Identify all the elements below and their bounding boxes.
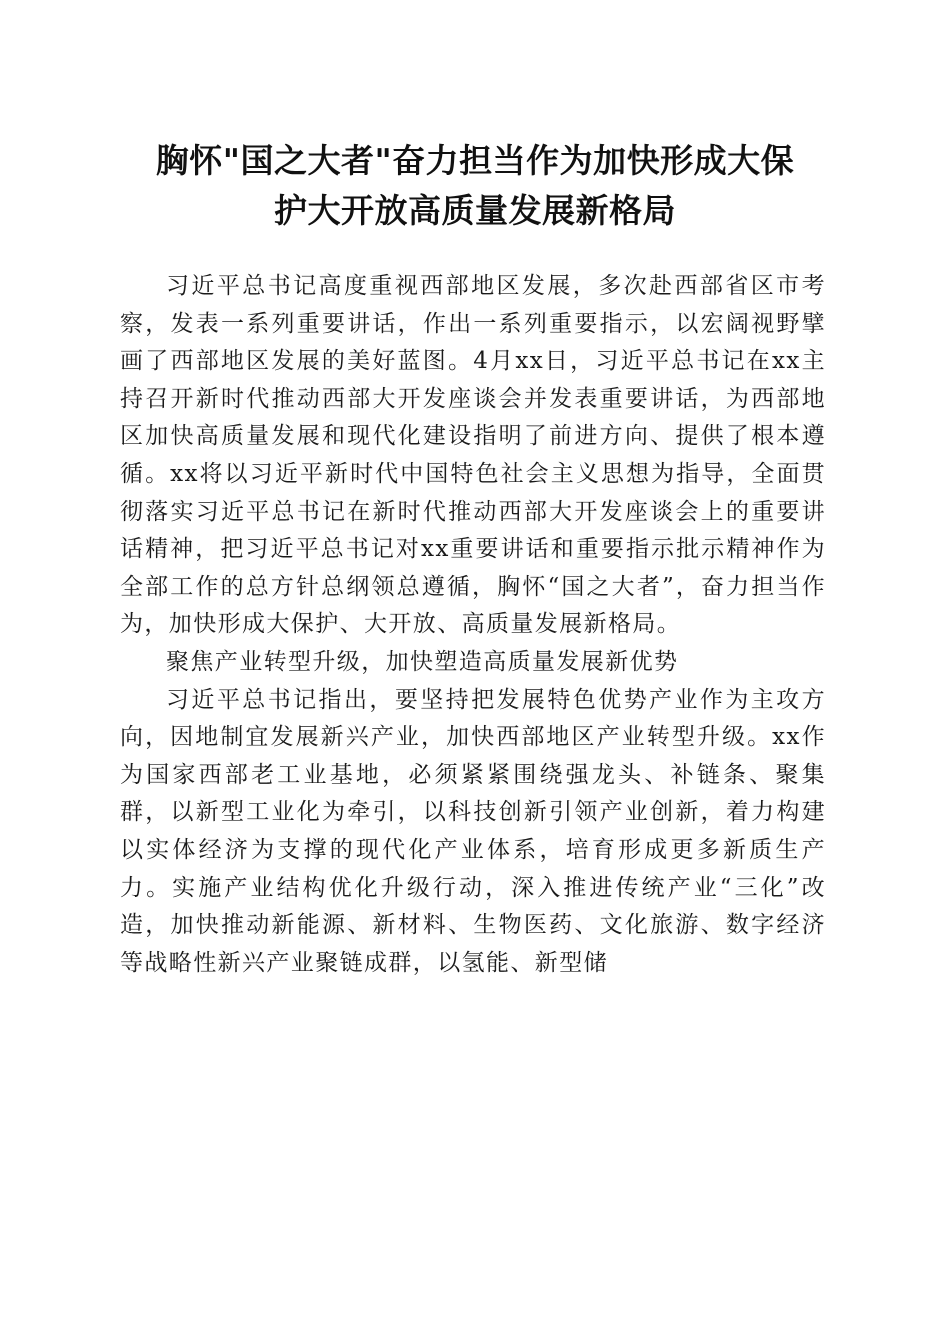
document-body <box>120 268 826 982</box>
paragraph-intro: 习近平总书记高度重视西部地区发展，多次赴西部省区市考察，发表一系列重要讲话，作出一系列重要指示，以宏阔视野擘画了西部地区发展的美好蓝图。4月xx日，习近平总书记在xx主持召开新时代推动西部大开发座谈会并发表重要讲话，为西部地区加快高质量发展和现代化建设指明了前进方向、提供了根本遵循。xx将以习近平新时代中国特色社会主义思想为指导，全面贯彻落实习近平总书记在新时代推动西部大开发座谈会上的重要讲话精神，把习近平总书记对xx重要讲话和重要指示批示精神作为全部工作的总方针总纲领总遵循，胸怀“国之大者”，奋力担当作为，加快形成大保护、大开放、高质量发展新格局。 <box>120 273 826 638</box>
section-heading: 聚焦产业转型升级，加快塑造高质量发展新优势 <box>166 648 679 675</box>
document-title <box>100 136 850 236</box>
title-line-1: 胸怀"国之大者"奋力担当作为加快形成大保 <box>155 141 795 180</box>
title-line-2: 护大开放高质量发展新格局 <box>274 191 676 230</box>
paragraph-industry: 习近平总书记指出，要坚持把发展特色优势产业作为主攻方向，因地制宜发展新兴产业，加快西部地区产业转型升级。xx作为国家西部老工业基地，必须紧紧围绕强龙头、补链条、聚集群，以新型工业化为牵引，以科技创新引领产业创新，着力构建以实体经济为支撑的现代化产业体系，培育形成更多新质生产力。实施产业结构优化升级行动，深入推进传统产业“三化”改造，加快推动新能源、新材料、生物医药、文化旅游、数字经济等战略性新兴产业聚链成群，以氢能、新型储 <box>120 686 826 976</box>
